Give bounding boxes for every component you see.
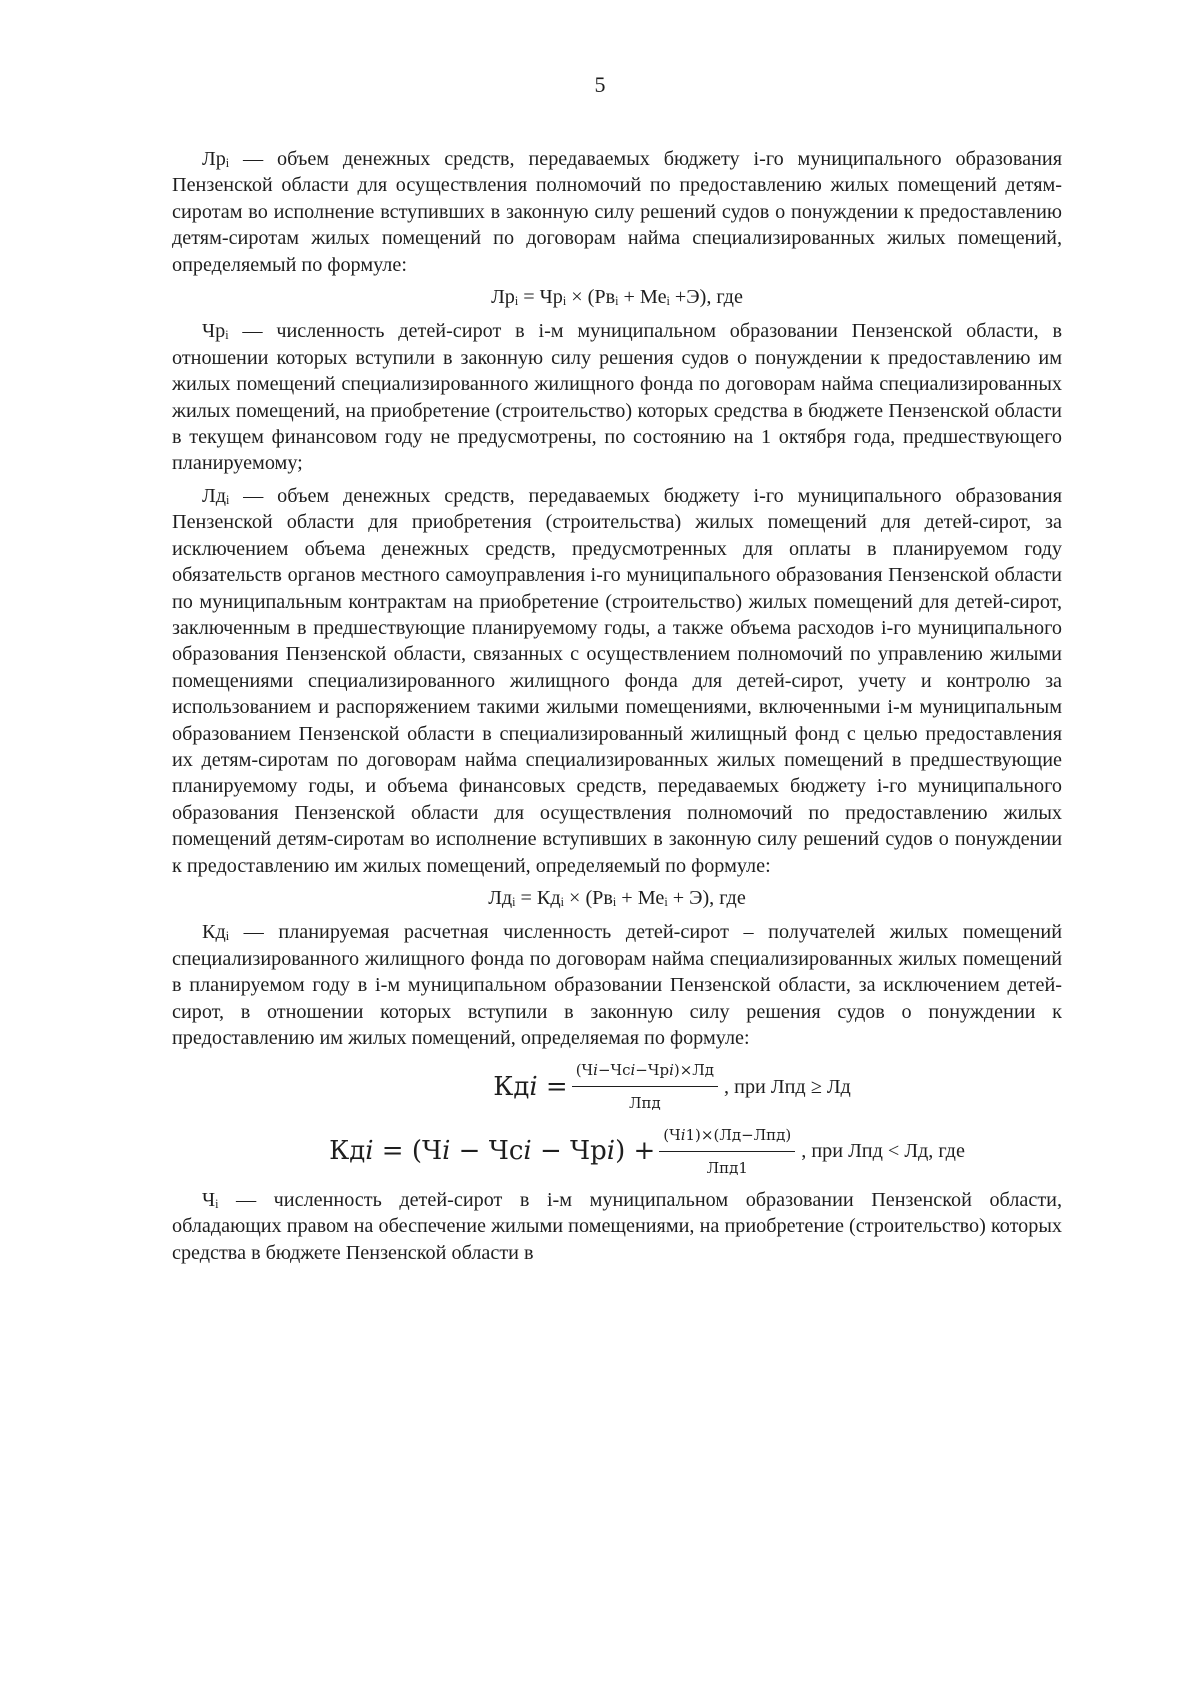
formula-kd-case1-fraction: [572, 1057, 718, 1116]
formula-ld: Лдᵢ = Кдᵢ × (Рвᵢ + Меᵢ + Э), где: [488, 886, 746, 909]
formula-kd-case1-lhs: Кд𝑖 =: [493, 1071, 568, 1102]
paragraph-chr-definition: Чрᵢ — численность детей-сирот в i-м муниципальном образовании Пензенской области, в отношении которых вступили в законную силу решения судов о понуждении к предоставлению им жилых помещений специализированного жилищного фонда по договорам найма специализированных жилых помещений, на приобретение (строительство) которых средства в бюджете Пензенской области в текущем финансовом году не предусмотрены, по состоянию на 1 октября года, предшествующего планируемому;: [172, 320, 1062, 475]
formula-kd-case2-numerator: (Ч𝑖1)×(Лд−Лпд): [659, 1122, 795, 1151]
formula-kd-case2-lhs: Кд𝑖 = (Ч𝑖 − Чс𝑖 − Чр𝑖) +: [329, 1136, 656, 1167]
formula-kd-case1: [282, 1057, 1062, 1116]
paragraph-ld-definition: Лдᵢ — объем денежных средств, передаваемых бюджету i-го муниципального образования Пензенской области для приобретения (строительства) жилых помещений для детей-сирот, за исключением объема денежных средств, предусмотренных для оплаты в планируемом году обязательств органов местного самоуправления i-го муниципального образования Пензенской области по муниципальным контрактам на приобретение (строительство) жилых помещений для детей-сирот, заключенным в предшествующие планируемому годы, а также объема расходов i-го муниципального образования Пензенской области, связанных с осуществлением полномочий по управлению жилыми помещениями специализированного жилищного фонда для детей-сирот, учету и контролю за использованием и распоряжением такими жилыми помещениями, включенными i-м муниципальным образованием Пензенской области в специализированный жилищный фонд с целью предоставления их детям-сиротам по договорам найма специализированных жилых помещений в предшествующие планируемому годы, и объема финансовых средств, передаваемых бюджету i-го муниципального образования Пензенской области для осуществления полномочий по предоставлению жилых помещений детям-сиротам во исполнение вступивших в законную силу решений судов о понуждении к предоставлению им жилых помещений, определяемый по формуле:: [172, 484, 1062, 877]
paragraph-kd-definition: Кдᵢ — планируемая расчетная численность детей-сирот – получателей жилых помещений специализированного жилищного фонда по договорам найма специализированных жилых помещений в планируемом году в i-м муниципальном образовании Пензенской области, за исключением детей-сирот, в отношении которых вступили в законную силу решения судов о понуждении к предоставлению им жилых помещений, определяемая по формуле:: [172, 921, 1062, 1049]
formula-kd-case1-denominator: Лпд: [628, 1093, 661, 1112]
formula-lr: Лрᵢ = Чрᵢ × (Рвᵢ + Меᵢ +Э), где: [491, 286, 743, 309]
formula-kd-case2-condition: , при Лпд < Лд, где: [801, 1140, 965, 1163]
formula-kd-case1-numerator: (Ч𝑖−Чс𝑖−Чр𝑖)×Лд: [572, 1057, 718, 1086]
paragraph-ch-definition: Чᵢ — численность детей-сирот в i-м муниципальном образовании Пензенской области, обладающих правом на обеспечение жилыми помещениями, на приобретение (строительство) которых средства в бюджете Пензенской области в: [172, 1189, 1062, 1264]
formula-kd-case2: [232, 1122, 1062, 1181]
paragraph-lr-definition: Лрᵢ — объем денежных средств, передаваемых бюджету i-го муниципального образования Пензенской области для осуществления полномочий по предоставлению жилых помещений детям-сиротам во исполнение вступивших в законную силу решений судов о понуждении к предоставлению детям-сиротам жилых помещений по договорам найма специализированных жилых помещений, определяемый по формуле:: [172, 148, 1062, 276]
page-number: 5: [594, 72, 606, 97]
document-body: [172, 146, 1062, 1272]
formula-kd-case2-denominator: Лпд1: [706, 1158, 748, 1177]
formula-kd-case2-fraction: [659, 1122, 795, 1181]
formula-kd-case1-condition: , при Лпд ≥ Лд: [724, 1075, 851, 1098]
